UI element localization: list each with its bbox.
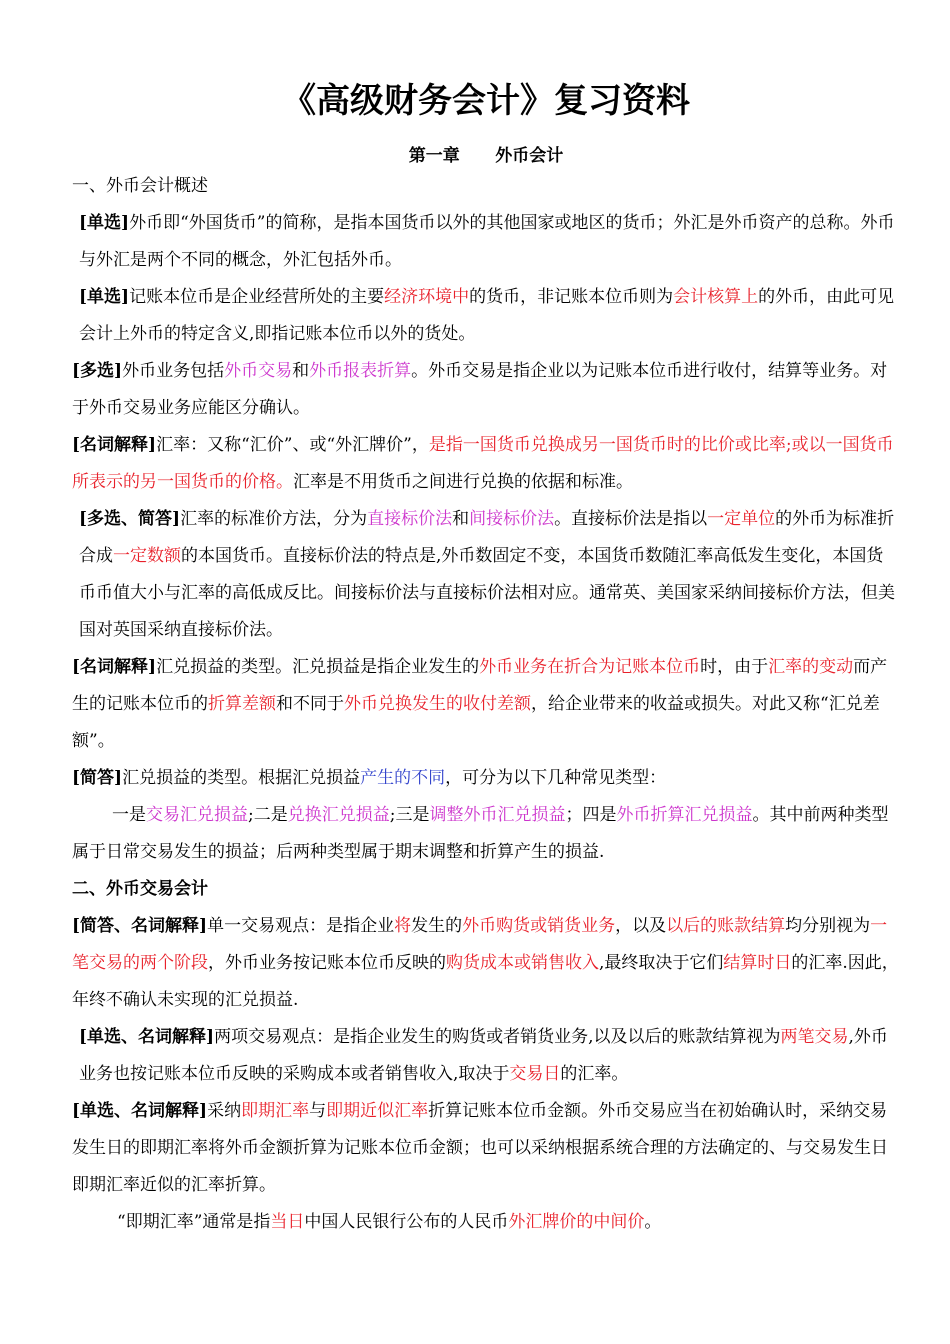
paragraph <box>72 1019 900 1093</box>
text-segment: 发生的 <box>411 916 463 936</box>
highlighted-term: 一定数额 <box>113 546 181 566</box>
highlighted-term: 购货成本或销售收入 <box>446 953 599 973</box>
text-segment: 二、外币交易会计 <box>72 879 208 899</box>
highlighted-term: 直接标价法 <box>367 509 453 529</box>
chapter-heading: 第一章 外币会计 <box>408 146 564 166</box>
text-segment: 的本国货币。直接标价法的特点是,外币数固定不变，本国货币数随汇率高低发生变化，本国货币币值大小与汇率的高低成反比。间接标价法与直接标价法相对应。通常英、美国家采纳间接标价方法，但美国对英国采纳直接标价法。 <box>79 546 895 640</box>
highlighted-term: 一定单位 <box>707 509 776 529</box>
highlighted-term: 以后的账款结算 <box>666 916 786 936</box>
paragraph <box>72 501 900 649</box>
text-segment: 一是 <box>112 805 146 825</box>
text-segment: 外币即“外国货币”的简称，是指本国货币以外的其他国家或地区的货币；外汇是外币资产的总称。外币与外汇是两个不同的概念，外汇包括外币。 <box>79 213 895 270</box>
question-type-tag: [单选、名词解释] <box>79 1027 215 1047</box>
text-segment: ，给企业带来的收益或损失。对此又称“汇兑差额”。 <box>72 694 880 751</box>
text-segment: ;三是 <box>389 805 430 825</box>
text-segment: 记账本位币是企业经营所处的主要 <box>129 287 385 307</box>
highlighted-term: 汇率的变动 <box>768 657 854 677</box>
text-segment: ;二是 <box>248 805 288 825</box>
text-segment: 与 <box>309 1101 327 1121</box>
text-segment: 外币业务包括 <box>122 361 225 381</box>
highlighted-term: 将 <box>394 916 412 936</box>
highlighted-term: 外汇牌价的中间价 <box>508 1212 645 1232</box>
text-segment: 和 <box>452 509 470 529</box>
text-segment: 和不同于 <box>276 694 344 714</box>
text-segment: 时，由于 <box>700 657 769 677</box>
question-type-tag: [名词解释] <box>72 435 157 455</box>
text-segment: 。直接标价法是指以 <box>554 509 708 529</box>
text-segment: “即期汇率”通常是指 <box>117 1212 271 1232</box>
paragraph <box>72 908 900 1019</box>
paragraph <box>72 168 900 205</box>
paragraph <box>72 279 900 353</box>
text-segment: 。外币交易是指企业以为记账本位币进行收付，结算等业务。对于外币交易业务应能区分确认。 <box>72 361 888 418</box>
paragraph <box>72 1093 900 1204</box>
highlighted-term: 折算差额 <box>208 694 276 714</box>
text-segment: 汇率是不用货币之间进行兑换的依据和标准。 <box>293 472 633 492</box>
highlighted-term: 即期汇率 <box>241 1101 310 1121</box>
question-type-tag: [名词解释] <box>72 657 157 677</box>
document-body <box>72 168 900 1241</box>
text-segment: 的外币，由此可见会计上外币的特定含义,即指记账本位币以外的货处。 <box>79 287 895 344</box>
question-type-tag: [单选] <box>79 287 130 307</box>
question-type-tag: [多选、简答] <box>79 509 181 529</box>
question-type-tag: [简答、名词解释] <box>72 916 208 936</box>
text-segment: 汇率的标准价方法，分为 <box>180 509 368 529</box>
question-type-tag: [单选、名词解释] <box>72 1101 208 1121</box>
question-type-tag: [单选] <box>79 213 130 233</box>
highlighted-term: 外币折算汇兑损益 <box>616 805 753 825</box>
text-segment: ，外币业务按记账本位币反映的 <box>208 953 446 973</box>
text-segment: 而产生的记账本位币的 <box>72 657 888 714</box>
highlighted-term: 交易日 <box>509 1064 561 1084</box>
paragraph <box>72 427 900 501</box>
highlighted-term: 当日 <box>270 1212 305 1232</box>
highlighted-term: 会计核算上 <box>673 287 759 307</box>
highlighted-term: 外币交易 <box>224 361 293 381</box>
text-segment: 的汇率.因此，年终不确认未实现的汇兑损益. <box>72 953 899 1010</box>
highlighted-term: 经济环境中 <box>384 287 470 307</box>
highlighted-term: 交易汇兑损益 <box>146 805 248 825</box>
highlighted-term: 一笔交易的两个阶段 <box>72 916 888 973</box>
text-segment: ,外币业务也按记账本位币反映的采购成本或者销售收入,取决于 <box>79 1027 888 1084</box>
text-segment: ，以及 <box>615 916 667 936</box>
document-title: 《高级财务会计》复习资料 <box>282 81 690 121</box>
paragraph <box>72 871 900 908</box>
paragraph <box>72 649 900 760</box>
highlighted-term: 外币购货或销货业务 <box>462 916 616 936</box>
text-segment: 汇兑损益的类型。根据汇兑损益 <box>122 768 361 788</box>
text-segment: 的外币为标准折合成 <box>79 509 895 566</box>
text-segment: 的汇率。 <box>560 1064 629 1084</box>
paragraph <box>72 760 900 797</box>
text-segment: ,最终取决于它们 <box>599 953 724 973</box>
highlighted-term: 兑换汇兑损益 <box>287 805 390 825</box>
text-segment: 汇兑损益的类型。汇兑损益是指企业发生的 <box>156 657 480 677</box>
text-segment: 中国人民银行公布的人民币 <box>304 1212 509 1232</box>
paragraph <box>72 205 900 279</box>
paragraph <box>72 353 900 427</box>
highlighted-term: 即期近似汇率 <box>326 1101 429 1121</box>
text-segment: 折算记账本位币金额。外币交易应当在初始确认时，采纳交易发生日的即期汇率将外币金额折算为记账本位币金额；也可以采纳根据系统合理的方法确定的、与交易发生日即期汇率近似的汇率折算。 <box>72 1101 888 1195</box>
highlighted-term: 是指一国货币兑换成另一国货币时的比价或比率;或以一国货币所表示的另一国货币的价格。 <box>72 435 894 492</box>
highlighted-term: 外币业务在折合为记账本位币 <box>479 657 701 677</box>
paragraph <box>72 1204 900 1241</box>
question-type-tag: [简答] <box>72 768 123 788</box>
text-segment: 的货币，非记账本位币则为 <box>469 287 674 307</box>
question-type-tag: [多选] <box>72 361 123 381</box>
text-segment: ；四是 <box>565 805 617 825</box>
highlighted-term: 两笔交易 <box>780 1027 849 1047</box>
text-segment: 单一交易观点：是指企业 <box>207 916 395 936</box>
text-segment: 。其中前两种类型属于日常交易发生的损益；后两种类型属于期末调整和折算产生的损益. <box>72 805 889 862</box>
text-segment: 采纳 <box>207 1101 242 1121</box>
highlighted-term: 外币报表折算 <box>309 361 412 381</box>
highlighted-term: 间接标价法 <box>469 509 555 529</box>
text-segment: 一、外币会计概述 <box>72 176 208 196</box>
text-segment: ，可分为以下几种常见类型： <box>445 768 667 788</box>
text-segment: 。 <box>644 1212 662 1232</box>
highlighted-term: 结算时日 <box>723 953 792 973</box>
text-segment: 汇率：又称“汇价”、或“外汇牌价”， <box>156 435 429 455</box>
highlighted-term: 产生的不同 <box>360 768 446 788</box>
highlighted-term: 调整外币汇兑损益 <box>429 805 566 825</box>
text-segment: 两项交易观点：是指企业发生的购货或者销货业务,以及以后的账款结算视为 <box>214 1027 781 1047</box>
text-segment: 均分别视为 <box>785 916 871 936</box>
highlighted-term: 外币兑换发生的收付差额 <box>344 694 531 714</box>
text-segment: 和 <box>292 361 310 381</box>
paragraph <box>72 797 900 871</box>
